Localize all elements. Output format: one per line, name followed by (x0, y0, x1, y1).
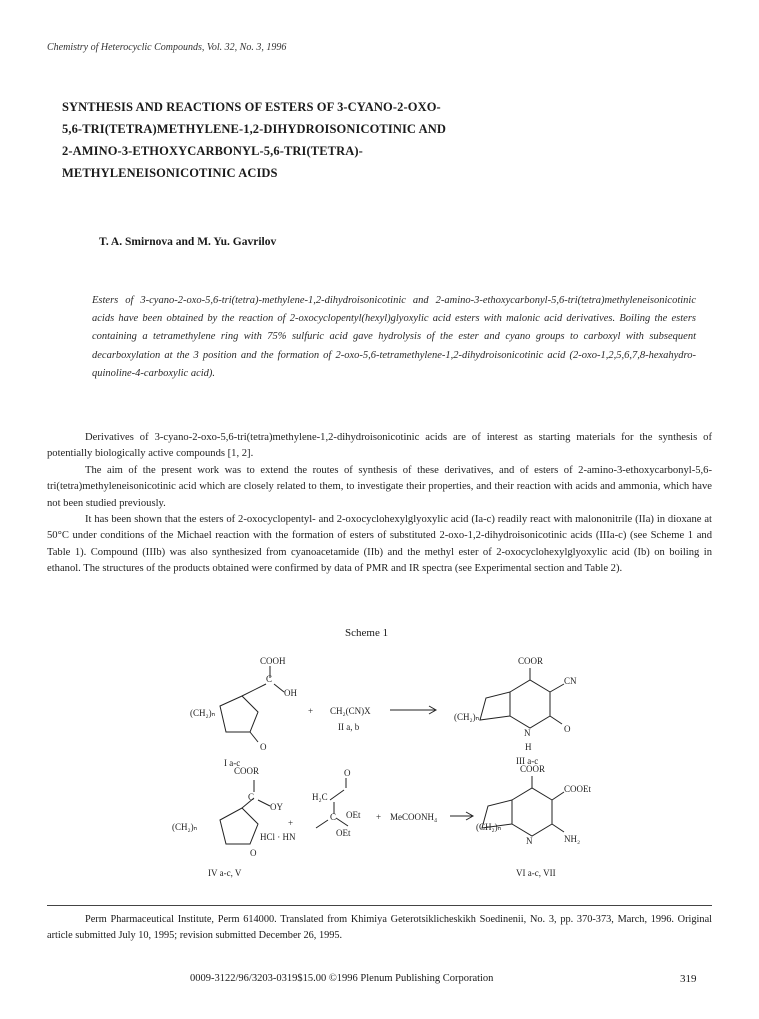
paragraph: It has been shown that the esters of 2-oxocyclopentyl- and 2-oxocyclohexylglyoxylic acid (Ia-c) readily react with malononitrile (IIa) in dioxane at 50°C under conditions of the Michael reaction with the formation of esters of substituted 2-oxo-1,2-dihydroisonicotinic acids (IIIa-c) (see Scheme 1 and Table 1). Compound (IIIb) was also synthesized from cyanoacetamide (IIb) and the methyl ester of 2-oxocyclohexylglyoxylic acid (Ib) on boiling in ethanol. The structures of the products obtained were confirmed by data of PMR and IR spectra (see Experimental section and Table 2). (47, 514, 712, 575)
copyright-line: 0009-3122/96/3203-0319$15.00 ©1996 Plenum Publishing Corporation (190, 973, 494, 984)
imine-hydrochloride-label: HCl · HN (260, 832, 296, 842)
compound-label-I: I a-c (224, 758, 241, 768)
ring-bond (220, 808, 258, 844)
body-text (47, 430, 712, 578)
bond (274, 684, 284, 692)
amino-label: NH₂ (564, 834, 581, 844)
footnote-divider (47, 905, 712, 906)
carbon-label: C (266, 674, 273, 684)
paragraph: The aim of the present work was to extend the routes of synthesis of these derivatives, and of esters of 2-amino-3-ethoxycarbonyl-5,6-tri(tetra)methyleneisonicotinic acid which are closely related to them, to investigate their properties, and their reaction with acids and ammonia, which have not been studied previously. (47, 464, 712, 509)
reagent-formula: CH₂(CN)X (330, 706, 371, 716)
carbon-label: C (330, 812, 337, 822)
methylene-chain-label: (CH₂)ₙ (476, 822, 502, 832)
ethoxy-label: OEt (346, 810, 361, 820)
reaction-scheme (150, 650, 620, 880)
bond (552, 824, 564, 832)
cooet-label: COOEt (564, 784, 591, 794)
coor-label: COOR (518, 656, 544, 666)
bond (330, 790, 344, 800)
coor-label: COOR (520, 764, 546, 774)
oy-label: OY (270, 802, 283, 812)
authors: T. A. Smirnova and M. Yu. Gavrilov (99, 236, 277, 248)
nitrogen-label: N (524, 728, 531, 738)
methylene-label: H₂C (312, 792, 328, 802)
methylene-chain-label: (CH₂)ₙ (172, 822, 198, 832)
oxo-label: O (344, 768, 351, 778)
plus-sign: + (376, 812, 382, 822)
ring-bond (510, 680, 550, 728)
coor-label: COOR (234, 766, 260, 776)
compound-label-II: II a, b (338, 722, 360, 732)
abstract: Esters of 3-cyano-2-oxo-5,6-tri(tetra)-methylene-1,2-dihydroisonicotinic and 2-amino-3-ethoxycarbonyl-5,6-tri(tetra)methyleneisonicotinic acids have been obtained by the reaction of 2-oxocyclopentyl(hexyl)glyoxylic acid esters with malonic acid derivatives. Boiling the esters containing a tetramethylene ring with 75% sulfuric acid gave hydrolysis of the ester and cyano groups to carboxyl with subsequent decarboxylation at the 3 position and the formation of 2-oxo-5,6-tetramethylene-1,2-dihydroisonicotinic acid (2-oxo-1,2,5,6,7,8-hexahydro-quinoline-4-carboxylic acid). (92, 295, 696, 379)
nitrogen-label: N (526, 836, 533, 846)
ring-bond (220, 696, 258, 732)
hydroxyl-label: OH (284, 688, 297, 698)
bond (258, 800, 270, 806)
carbon-label: C (248, 792, 255, 802)
compound-label-IV: IV a-c, V (208, 868, 242, 878)
bond (316, 820, 328, 828)
plus-sign: + (288, 818, 294, 828)
ring-bond (480, 692, 510, 720)
title-line: 2-AMINO-3-ETHOXYCARBONYL-5,6-TRI(TETRA)- (62, 144, 363, 158)
hydrogen-label: H (525, 742, 532, 752)
bond (242, 684, 266, 696)
ring-bond (512, 788, 552, 836)
ethoxy-label: OEt (336, 828, 351, 838)
scheme-label: Scheme 1 (345, 627, 389, 639)
ammonium-acetate-label: MeCOONH₄ (390, 812, 438, 822)
bond (552, 792, 564, 800)
bond (550, 716, 562, 724)
methylene-chain-label: (CH₂)ₙ (454, 712, 480, 722)
journal-header: Chemistry of Heterocyclic Compounds, Vol. 32, No. 3, 1996 (47, 42, 287, 53)
title-line: SYNTHESIS AND REACTIONS OF ESTERS OF 3-CYANO-2-OXO- (62, 100, 441, 114)
article-title (62, 96, 702, 184)
bond (250, 732, 258, 742)
title-line: 5,6-TRI(TETRA)METHYLENE-1,2-DIHYDROISONICOTINIC AND (62, 122, 446, 136)
plus-sign: + (308, 706, 314, 716)
title-line: METHYLENEISONICOTINIC ACIDS (62, 166, 278, 180)
page-number: 319 (680, 973, 697, 985)
methylene-chain-label: (CH₂)ₙ (190, 708, 216, 718)
cooh-label: COOH (260, 656, 286, 666)
oxo-label: O (260, 742, 267, 752)
oxo-label: O (564, 724, 571, 734)
bond (550, 684, 564, 692)
compound-label-III: III a-c (516, 756, 539, 766)
compound-label-VI: VI a-c, VII (516, 868, 556, 878)
footnote: Perm Pharmaceutical Institute, Perm 614000. Translated from Khimiya Geterotsiklicheskikh Soedinenii, No. 3, pp. 370-373, March, 1996. Original article submitted July 10, 1995; revision submitted December 26, 1995. (47, 914, 712, 942)
oxo-label: O (250, 848, 257, 858)
cyano-label: CN (564, 676, 577, 686)
paragraph: Derivatives of 3-cyano-2-oxo-5,6-tri(tetra)methylene-1,2-dihydroisonicotinic acids are of interest as starting materials for the synthesis of potentially biologically active compounds [1, 2]. (47, 432, 712, 460)
